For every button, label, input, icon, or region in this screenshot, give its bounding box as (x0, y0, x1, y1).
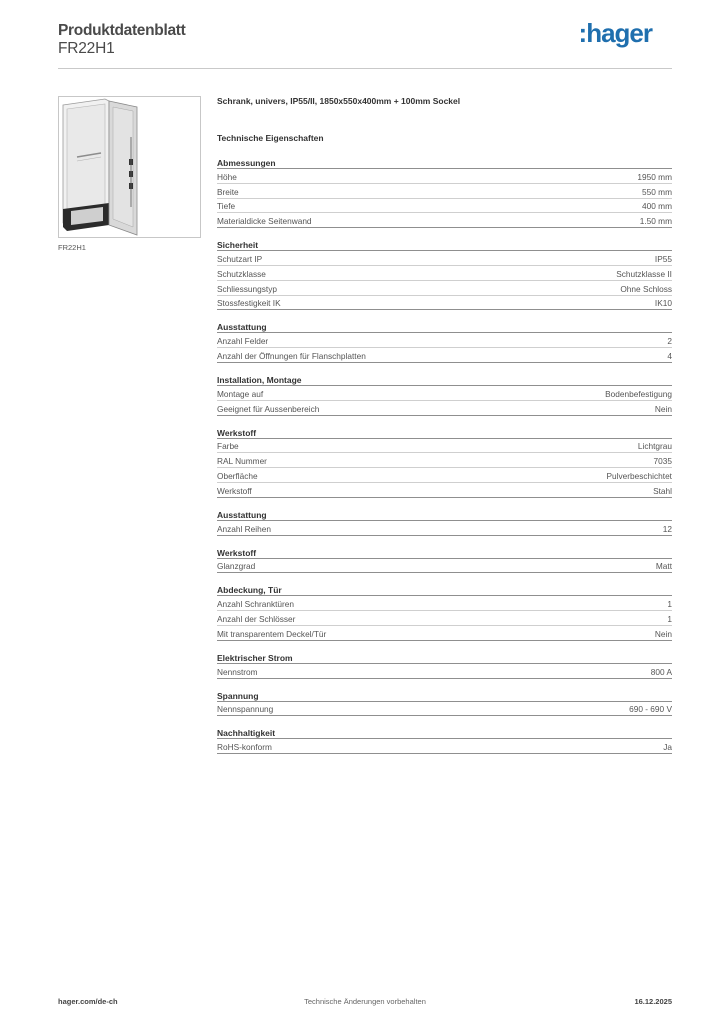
product-image (58, 96, 201, 238)
spec-row (217, 169, 672, 184)
spec-row (217, 251, 672, 266)
spec-row (217, 333, 672, 348)
spec-row (217, 596, 672, 611)
spec-group-title: Werkstoff (217, 548, 672, 559)
spec-value: Schutzklasse II (616, 268, 672, 279)
spec-row (217, 483, 672, 498)
spec-label: Anzahl Reihen (217, 523, 271, 534)
spec-row (217, 213, 672, 228)
page-footer (58, 997, 672, 1009)
spec-group-title: Ausstattung (217, 510, 672, 521)
spec-label: Stossfestigkeit IK (217, 298, 281, 309)
spec-label: Nennspannung (217, 704, 274, 715)
spec-group-title: Abdeckung, Tür (217, 585, 672, 596)
spec-group (217, 691, 672, 717)
spec-group-title: Nachhaltigkeit (217, 728, 672, 739)
spec-group-title: Sicherheit (217, 240, 672, 251)
spec-value: 4 (667, 350, 672, 361)
footer-disclaimer: Technische Änderungen vorbehalten (304, 997, 426, 1006)
cabinet-illustration (59, 97, 200, 237)
spec-label: RAL Nummer (217, 456, 267, 467)
spec-value: IK10 (654, 298, 672, 309)
spec-label: Farbe (217, 441, 239, 452)
spec-row (217, 439, 672, 454)
spec-group (217, 158, 672, 228)
spec-label: Anzahl der Schlösser (217, 613, 296, 624)
spec-label: RoHS-konform (217, 742, 272, 753)
spec-group (217, 548, 672, 574)
spec-value: 7035 (653, 456, 672, 467)
spec-value: Ohne Schloss (620, 283, 672, 294)
spec-value: Nein (654, 403, 672, 414)
spec-group-title: Spannung (217, 691, 672, 702)
spec-group-title: Elektrischer Strom (217, 653, 672, 664)
spec-group (217, 240, 672, 310)
image-caption: FR22H1 (58, 243, 86, 252)
spec-value: Matt (655, 561, 672, 572)
spec-label: Höhe (217, 171, 237, 182)
spec-group (217, 428, 672, 498)
spec-value: IP55 (654, 253, 672, 264)
spec-label: Materialdicke Seitenwand (217, 216, 312, 227)
spec-row (217, 559, 672, 574)
spec-row (217, 739, 672, 754)
spec-row (217, 281, 672, 296)
spec-row (217, 453, 672, 468)
spec-value: 1 (667, 599, 672, 610)
spec-group (217, 375, 672, 416)
spec-group (217, 510, 672, 536)
spec-label: Oberfläche (217, 470, 258, 481)
article-number: FR22H1 (58, 40, 115, 57)
spec-label: Anzahl der Öffnungen für Flanschplatten (217, 350, 366, 361)
spec-value: Ja (663, 742, 672, 753)
spec-row (217, 199, 672, 214)
spec-group-title: Ausstattung (217, 322, 672, 333)
spec-value: 550 mm (642, 186, 672, 197)
spec-group (217, 322, 672, 363)
spec-row (217, 664, 672, 679)
spec-row (217, 611, 672, 626)
spec-groups (217, 158, 672, 754)
header-divider (58, 68, 672, 69)
spec-row (217, 296, 672, 311)
spec-label: Mit transparentem Deckel/Tür (217, 628, 327, 639)
spec-label: Nennstrom (217, 666, 258, 677)
spec-label: Breite (217, 186, 239, 197)
spec-row (217, 626, 672, 641)
spec-value: 400 mm (642, 201, 672, 212)
spec-group-title: Installation, Montage (217, 375, 672, 386)
spec-label: Anzahl Schranktüren (217, 599, 295, 610)
footer-website: hager.com/de-ch (58, 997, 118, 1006)
spec-group (217, 653, 672, 679)
spec-group-title: Werkstoff (217, 428, 672, 439)
spec-label: Schutzart IP (217, 253, 263, 264)
spec-label: Schutzklasse (217, 268, 266, 279)
spec-row (217, 702, 672, 717)
spec-content (217, 96, 672, 754)
spec-row (217, 184, 672, 199)
hager-logo: :hager (578, 18, 652, 48)
spec-value: 800 A (650, 666, 672, 677)
spec-label: Anzahl Felder (217, 336, 269, 347)
spec-value: Stahl (653, 485, 672, 496)
footer-date: 16.12.2025 (634, 997, 672, 1006)
spec-value: 1950 mm (637, 171, 672, 182)
spec-value: Pulverbeschichtet (606, 470, 672, 481)
product-description: Schrank, univers, IP55/II, 1850x550x400mm + 100mm Sockel (217, 96, 461, 106)
spec-row (217, 266, 672, 281)
spec-value: Lichtgrau (637, 441, 672, 452)
spec-value: Bodenbefestigung (605, 388, 672, 399)
spec-label: Werkstoff (217, 485, 252, 496)
spec-row (217, 521, 672, 536)
spec-group (217, 728, 672, 754)
section-heading: Technische Eigenschaften (217, 133, 324, 143)
spec-label: Schliessungstyp (217, 283, 277, 294)
spec-row (217, 468, 672, 483)
spec-value: 2 (667, 336, 672, 347)
spec-row (217, 386, 672, 401)
spec-row (217, 401, 672, 416)
spec-label: Glanzgrad (217, 561, 256, 572)
spec-label: Tiefe (217, 201, 236, 212)
page-title: Produktdatenblatt (58, 22, 186, 39)
spec-value: 12 (662, 523, 672, 534)
spec-group-title: Abmessungen (217, 158, 672, 169)
spec-value: 1.50 mm (639, 216, 672, 227)
spec-row (217, 348, 672, 363)
spec-value: 690 - 690 V (629, 704, 672, 715)
spec-label: Montage auf (217, 388, 264, 399)
spec-value: Nein (654, 628, 672, 639)
spec-label: Geeignet für Aussenbereich (217, 403, 320, 414)
spec-group (217, 585, 672, 640)
spec-value: 1 (667, 613, 672, 624)
page-header (58, 18, 672, 70)
